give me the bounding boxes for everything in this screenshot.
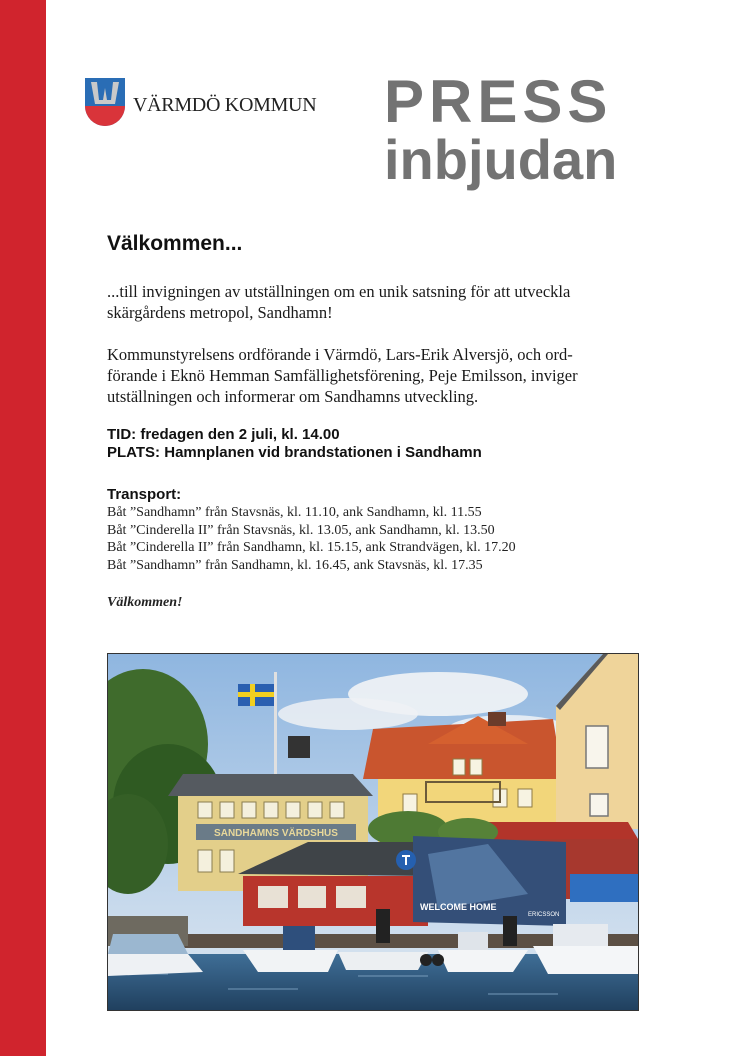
- municipality-shield-icon: [85, 78, 125, 128]
- organization-name: VÄRMDÖ KOMMUN: [133, 94, 317, 116]
- transport-section: [107, 486, 516, 574]
- sign-text: SANDHAMNS VÄRDSHUS: [214, 828, 338, 839]
- intro-line: ...till invigningen av utställningen om en unik satsning för att utveckla: [107, 282, 571, 301]
- place-label: PLATS:: [107, 444, 161, 461]
- transport-route: Båt ”Sandhamn” från Sandhamn, kl. 16.45, ank Stavsnäs, kl. 17.35: [107, 557, 483, 573]
- description-line: utställningen och informerar om Sandhamns utveckling.: [107, 387, 479, 406]
- banner-brand: ERICSSON: [528, 912, 560, 918]
- transport-heading: Transport:: [107, 486, 182, 503]
- press-subtitle: inbjudan: [384, 128, 618, 191]
- place-row: [107, 444, 482, 462]
- red-side-band: [0, 0, 46, 1056]
- time-value: fredagen den 2 juli, kl. 14.00: [140, 426, 340, 443]
- harbour-illustration: [108, 654, 638, 1010]
- press-title: PRESS: [384, 68, 613, 135]
- transport-route: Båt ”Cinderella II” från Stavsnäs, kl. 13.05, ank Sandhamn, kl. 13.50: [107, 522, 495, 538]
- description-line: förande i Eknö Hemman Samfällighetsförening, Peje Emilsson, inviger: [107, 366, 578, 385]
- event-info: [107, 426, 482, 462]
- description-paragraph: [107, 344, 652, 407]
- closing-greeting: Välkommen!: [107, 595, 183, 610]
- time-label: TID:: [107, 426, 137, 443]
- varmdo-kommun-logo: [85, 78, 345, 130]
- welcome-heading: Välkommen...: [107, 232, 243, 255]
- description-line: Kommunstyrelsens ordförande i Värmdö, Lars-Erik Alversjö, och ord-: [107, 345, 573, 364]
- time-row: [107, 426, 482, 444]
- intro-line: skärgårdens metropol, Sandhamn!: [107, 303, 333, 322]
- intro-paragraph: [107, 281, 652, 323]
- transport-route: Båt ”Cinderella II” från Sandhamn, kl. 15.15, ank Strandvägen, kl. 17.20: [107, 540, 516, 555]
- transport-route: Båt ”Sandhamn” från Stavsnäs, kl. 11.10, ank Sandhamn, kl. 11.55: [107, 505, 482, 520]
- banner-text: WELCOME HOME: [420, 902, 497, 912]
- sandhamn-harbour-photo: [107, 653, 639, 1011]
- place-value: Hamnplanen vid brandstationen i Sandhamn: [164, 444, 482, 461]
